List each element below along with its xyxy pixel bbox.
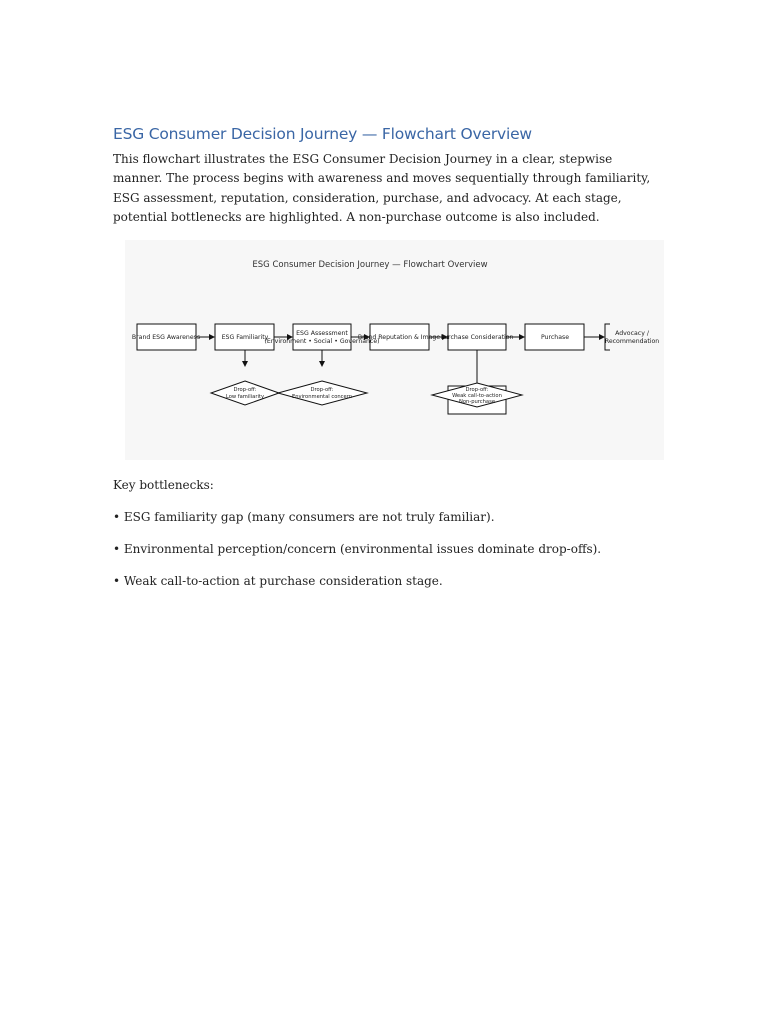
dropoff-label-familiarity: Drop-off:	[233, 387, 257, 393]
dropoff-diamond-environmental	[278, 381, 367, 405]
page-title: ESG Consumer Decision Journey — Flowchart Overview	[113, 125, 532, 143]
stage-label-awareness: Brand ESG Awareness	[131, 334, 201, 341]
stage-bracket-advocacy	[605, 324, 610, 350]
stage-label-purchase: Purchase	[540, 334, 570, 341]
flowchart-svg	[125, 240, 664, 460]
bottlenecks-heading: Key bottlenecks:	[113, 478, 214, 492]
flowchart-title: ESG Consumer Decision Journey — Flowchart Overview	[252, 260, 488, 270]
dropoff-label-cta: Drop-off:	[465, 387, 489, 393]
stage-label-assessment-sub: (Environment • Social • Governance)	[264, 338, 380, 345]
bottleneck-item: • ESG familiarity gap (many consumers are not truly familiar).	[113, 510, 495, 524]
stage-label-advocacy: Advocacy /	[615, 330, 649, 337]
bottleneck-item: • Weak call-to-action at purchase consideration stage.	[113, 574, 443, 588]
stage-label-consideration: Purchase Consideration	[440, 334, 514, 341]
dropoff-label-familiarity-reason: Low familiarity	[225, 394, 265, 400]
stage-box-assessment	[293, 324, 351, 350]
stage-label-assessment: ESG Assessment	[296, 330, 348, 337]
stage-label-reputation: Brand Reputation & Image	[357, 334, 441, 341]
bottleneck-item: • Environmental perception/concern (environmental issues dominate drop-offs).	[113, 542, 602, 556]
dropoff-label-environmental: Drop-off:	[310, 387, 334, 393]
dropoff-label-environmental-reason: Environmental concern	[291, 394, 353, 400]
dropoff-diamond-familiarity	[211, 381, 279, 405]
intro-paragraph: This flowchart illustrates the ESG Consumer Decision Journey in a clear, stepwise manner. The process begins with awareness and moves sequentially through familiarity, ESG assessment, reputation, consideration, purchase, and advocacy. At each stage, potential bottlenecks are highlighted. A non-purchase outcome is also included.	[113, 152, 651, 224]
flowchart-figure	[125, 240, 664, 460]
stage-label-familiarity: ESG Familiarity	[221, 334, 269, 341]
stage-label-advocacy-sub: Recommendation	[604, 338, 660, 345]
non-purchase-label: Non-purchase	[458, 399, 496, 405]
dropoff-label-cta-reason: Weak call-to-action	[452, 393, 502, 399]
